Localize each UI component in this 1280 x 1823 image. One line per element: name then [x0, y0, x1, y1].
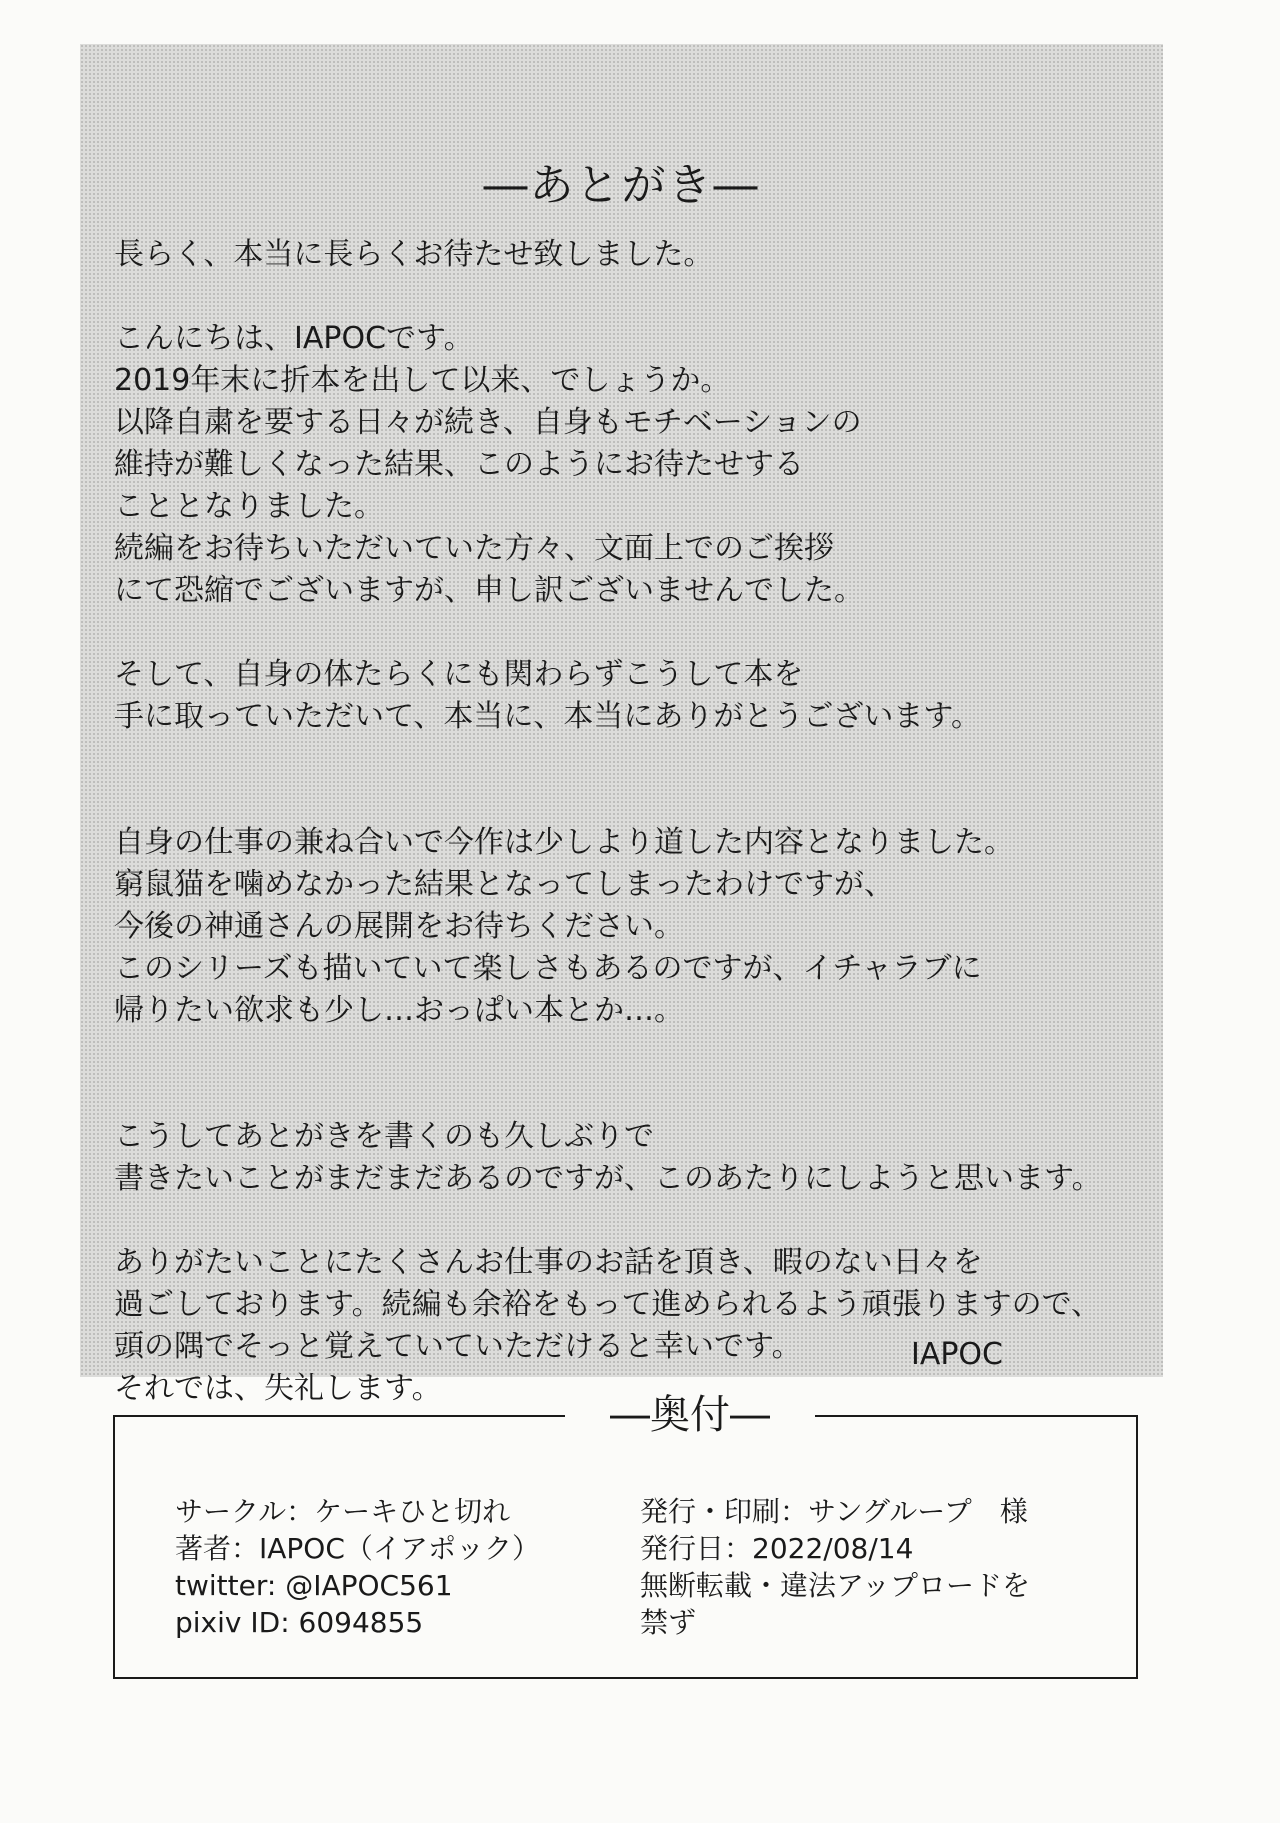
afterword-line: にて恐縮でございますが、申し訳ございませんでした。	[114, 573, 864, 608]
afterword-panel	[80, 44, 1163, 1406]
colophon-printer: 発行・印刷：サングループ 様	[640, 1495, 1028, 1528]
afterword-line: 頭の隅でそっと覚えていていただけると幸いです。	[114, 1329, 802, 1364]
afterword-line: 自身の仕事の兼ね合いで今作は少しより道した内容となりました。	[114, 825, 1014, 860]
afterword-line: 手に取っていただいて、本当に、本当にありがとうございます。	[114, 699, 981, 734]
afterword-line: そして、自身の体たらくにも関わらずこうして本を	[114, 657, 804, 692]
afterword-line: こととなりました。	[114, 489, 384, 524]
colophon-credits	[175, 1493, 540, 1641]
colophon-title: ―奥付―	[565, 1387, 815, 1443]
colophon-notice-cont: 禁ず	[640, 1606, 697, 1639]
afterword-line: こうしてあとがきを書くのも久しぶりで	[114, 1119, 654, 1154]
afterword-spacer	[114, 276, 1154, 318]
colophon-publishing	[640, 1493, 1030, 1641]
afterword-line: 今後の神通さんの展開をお待ちください。	[114, 909, 684, 944]
afterword-line: こんにちは、IAPOCです。	[114, 321, 474, 356]
afterword-line: 書きたいことがまだまだあるのですが、このあたりにしようと思います。	[114, 1161, 1102, 1196]
colophon-panel	[113, 1392, 1138, 1679]
colophon-notice: 無断転載・違法アップロードを	[640, 1569, 1031, 1602]
afterword-title: ―あとがき―	[483, 160, 760, 211]
afterword-body	[114, 234, 1154, 1410]
afterword-spacer	[114, 1032, 1154, 1116]
afterword-signature: IAPOC	[910, 1337, 1003, 1372]
afterword-spacer	[114, 738, 1154, 822]
afterword-spacer	[114, 612, 1154, 654]
colophon-circle: サークル：ケーキひと切れ	[175, 1495, 511, 1528]
colophon-twitter: twitter: @IAPOC561	[175, 1569, 453, 1602]
afterword-line: それでは、失礼します。	[114, 1371, 442, 1406]
afterword-line: 以降自粛を要する日々が続き、自身もモチベーションの	[114, 405, 862, 440]
afterword-line: このシリーズも描いていて楽しさもあるのですが、イチャラブに	[114, 951, 982, 986]
colophon-author: 著者：IAPOC（イアポック）	[175, 1532, 541, 1565]
afterword-line: 維持が難しくなった結果、このようにお待たせする	[114, 447, 804, 482]
afterword-line: 続編をお待ちいただいていた方々、文面上でのご挨拶	[114, 531, 834, 566]
afterword-line: 長らく、本当に長らくお待たせ致しました。	[114, 237, 714, 272]
afterword-line: 帰りたい欲求も少し…おっぱい本とか…。	[114, 993, 684, 1028]
colophon-pixiv: pixiv ID: 6094855	[175, 1606, 424, 1639]
colophon-date: 発行日：2022/08/14	[640, 1532, 914, 1565]
afterword-spacer	[114, 1200, 1154, 1242]
afterword-line: 2019年末に折本を出して以来、でしょうか。	[114, 363, 731, 398]
afterword-line: 窮鼠猫を噛めなかった結果となってしまったわけですが、	[114, 867, 894, 902]
afterword-line: ありがたいことにたくさんお仕事のお話を頂き、暇のない日々を	[114, 1245, 983, 1280]
afterword-line: 過ごしております。続編も余裕をもって進められるよう頑張りますので、	[114, 1287, 1101, 1322]
